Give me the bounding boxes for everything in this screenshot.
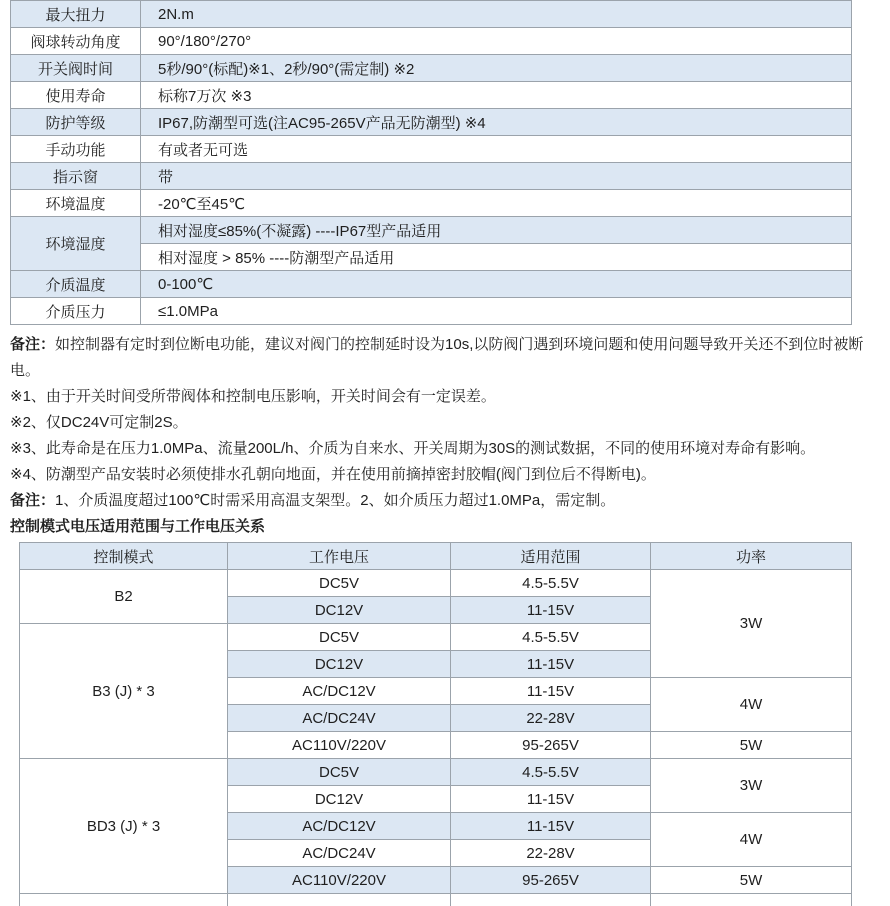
- spec-label: 环境温度: [11, 190, 141, 217]
- spec-table: [10, 0, 852, 325]
- spec-label: 指示窗: [11, 163, 141, 190]
- table-row: [11, 190, 852, 217]
- table-row: [11, 109, 852, 136]
- range-cell: 11-15V: [451, 651, 651, 678]
- table-row: [11, 55, 852, 82]
- note-remark-1: [10, 332, 868, 384]
- power-cell: 5W: [651, 732, 852, 759]
- voltage-cell: DC12V: [228, 786, 451, 813]
- range-cell: 11-15V: [451, 597, 651, 624]
- spec-value: 90°/180°/270°: [141, 28, 852, 55]
- voltage-cell: AC110V/220V: [228, 732, 451, 759]
- note-remark-2: [10, 488, 868, 514]
- spec-label: 开关阀时间: [11, 55, 141, 82]
- spec-label: 介质压力: [11, 298, 141, 325]
- header-control-mode: 控制模式: [20, 543, 228, 570]
- spec-label: 手动功能: [11, 136, 141, 163]
- range-cell: 95-265V: [451, 867, 651, 894]
- power-cell: 5W: [651, 867, 852, 894]
- table-cell-cutoff: [451, 894, 651, 906]
- range-cell: 4.5-5.5V: [451, 759, 651, 786]
- voltage-cell: DC12V: [228, 651, 451, 678]
- voltage-table: [19, 542, 852, 906]
- spec-value: 0-100℃: [141, 271, 852, 298]
- voltage-cell: DC5V: [228, 759, 451, 786]
- table-row: [11, 1, 852, 28]
- note-star-1: ※1、由于开关时间受所带阀体和控制电压影响，开关时间会有一定误差。: [10, 388, 496, 405]
- spec-value: 标称7万次 ※3: [141, 82, 852, 109]
- spec-value: IP67,防潮型可选(注AC95-265V产品无防潮型) ※4: [141, 109, 852, 136]
- range-cell: 11-15V: [451, 678, 651, 705]
- spec-value-humidity-1: 相对湿度≤85%(不凝露) ----IP67型产品适用: [141, 217, 852, 244]
- range-cell: 22-28V: [451, 705, 651, 732]
- table-row: [20, 570, 852, 597]
- note-text: 如控制器有定时到位断电功能，建议对阀门的控制延时设为10s,以防阀门遇到环境问题和使用问题导致开关还不到位时被断电。: [10, 336, 864, 379]
- spec-label: 阀球转动角度: [11, 28, 141, 55]
- range-cell: 11-15V: [451, 813, 651, 840]
- table-row: [20, 759, 852, 786]
- note-label: 备注：: [10, 492, 56, 509]
- table-row: [11, 271, 852, 298]
- table-cell-cutoff: [20, 894, 228, 906]
- voltage-cell: AC/DC24V: [228, 840, 451, 867]
- voltage-cell: AC/DC12V: [228, 813, 451, 840]
- range-cell: 4.5-5.5V: [451, 624, 651, 651]
- power-cell: 3W: [651, 759, 852, 813]
- power-cell: 4W: [651, 813, 852, 867]
- table-header-row: [20, 543, 852, 570]
- mode-cell-b2: B2: [20, 570, 228, 624]
- notes-block: [10, 332, 868, 514]
- header-working-voltage: 工作电压: [228, 543, 451, 570]
- note-star-4: ※4、防潮型产品安装时必须使排水孔朝向地面，并在使用前摘掉密封胶帽(阀门到位后不得断电)。: [10, 466, 656, 483]
- table-row: [11, 28, 852, 55]
- spec-value: ≤1.0MPa: [141, 298, 852, 325]
- spec-value: 2N.m: [141, 1, 852, 28]
- range-cell: 22-28V: [451, 840, 651, 867]
- spec-label: 最大扭力: [11, 1, 141, 28]
- spec-label: 介质温度: [11, 271, 141, 298]
- voltage-cell: AC/DC24V: [228, 705, 451, 732]
- spec-label-humidity: 环境湿度: [11, 217, 141, 271]
- range-cell: 4.5-5.5V: [451, 570, 651, 597]
- table-cell-cutoff: [228, 894, 451, 906]
- mode-cell-b3: B3 (J) * 3: [20, 624, 228, 759]
- table-row: [11, 217, 852, 244]
- spec-value: 带: [141, 163, 852, 190]
- voltage-cell: AC/DC12V: [228, 678, 451, 705]
- spec-value: -20℃至45℃: [141, 190, 852, 217]
- note-text: 1、介质温度超过100℃时需采用高温支架型。2、如介质压力超过1.0MPa，需定制。: [55, 492, 616, 509]
- spec-value: 有或者无可选: [141, 136, 852, 163]
- voltage-cell: DC5V: [228, 624, 451, 651]
- table-row-cutoff: [20, 894, 852, 906]
- power-cell: 3W: [651, 570, 852, 678]
- spec-label: 使用寿命: [11, 82, 141, 109]
- voltage-cell: DC12V: [228, 597, 451, 624]
- voltage-cell: AC110V/220V: [228, 867, 451, 894]
- note-star-2: ※2、仅DC24V可定制2S。: [10, 414, 188, 431]
- section-title: 控制模式电压适用范围与工作电压关系: [10, 518, 266, 535]
- spec-value-humidity-2: 相对湿度 > 85% ----防潮型产品适用: [141, 244, 852, 271]
- spec-label: 防护等级: [11, 109, 141, 136]
- range-cell: 11-15V: [451, 786, 651, 813]
- table-row: [11, 82, 852, 109]
- range-cell: 95-265V: [451, 732, 651, 759]
- note-label: 备注：: [10, 336, 56, 353]
- table-row: [11, 298, 852, 325]
- voltage-cell: DC5V: [228, 570, 451, 597]
- table-cell-cutoff: [651, 894, 852, 906]
- spec-value: 5秒/90°(标配)※1、2秒/90°(需定制) ※2: [141, 55, 852, 82]
- power-cell: 4W: [651, 678, 852, 732]
- note-star-3: ※3、此寿命是在压力1.0MPa、流量200L/h、介质为自来水、开关周期为30S的测试数据，不同的使用环境对寿命有影响。: [10, 440, 816, 457]
- mode-cell-bd3: BD3 (J) * 3: [20, 759, 228, 894]
- table-row: [11, 163, 852, 190]
- header-applicable-range: 适用范围: [451, 543, 651, 570]
- header-power: 功率: [651, 543, 852, 570]
- table-row: [11, 136, 852, 163]
